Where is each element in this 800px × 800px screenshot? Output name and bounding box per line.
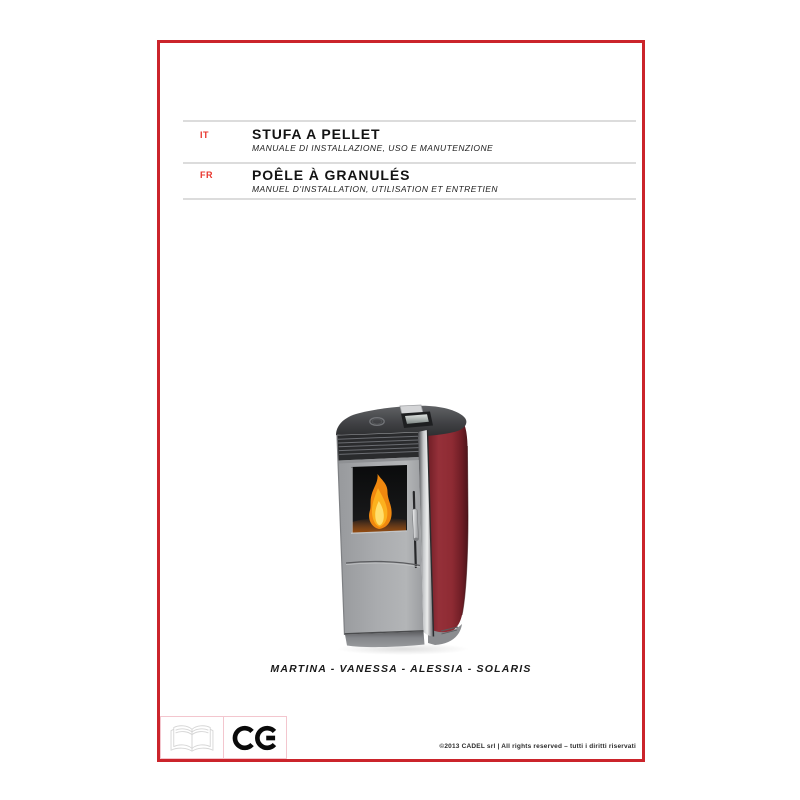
ce-mark-icon <box>232 724 279 752</box>
model-names-line: MARTINA - VANESSA - ALESSIA - SOLARIS <box>270 663 532 675</box>
title-block <box>183 120 636 200</box>
title-section-it <box>183 122 636 162</box>
document-subtitle-it: MANUALE DI INSTALLAZIONE, USO E MANUTENZIONE <box>252 143 494 153</box>
read-manual-book-icon <box>169 722 215 753</box>
fire-window <box>351 465 407 534</box>
document-title-it: STUFA A PELLET <box>252 126 381 142</box>
pellet-stove-illustration <box>330 404 480 659</box>
language-label-it: IT <box>200 130 209 140</box>
document-title-fr: POÊLE À GRANULÉS <box>252 167 411 183</box>
page-border-frame <box>157 40 645 762</box>
stove-front <box>337 432 424 635</box>
pellet-stove-image <box>330 404 480 659</box>
divider-bottom <box>183 198 636 200</box>
language-label-fr: FR <box>200 170 213 180</box>
stove-base <box>345 631 425 647</box>
title-section-fr <box>183 164 636 198</box>
document-subtitle-fr: MANUEL D'INSTALLATION, UTILISATION ET ENTRETIEN <box>252 184 499 194</box>
certification-row <box>160 716 287 759</box>
ce-mark-cell <box>223 716 287 759</box>
copyright-text: ©2013 CADEL srl | All rights reserved – tutti i diritti riservati <box>439 743 636 750</box>
read-manual-cell <box>160 716 224 759</box>
